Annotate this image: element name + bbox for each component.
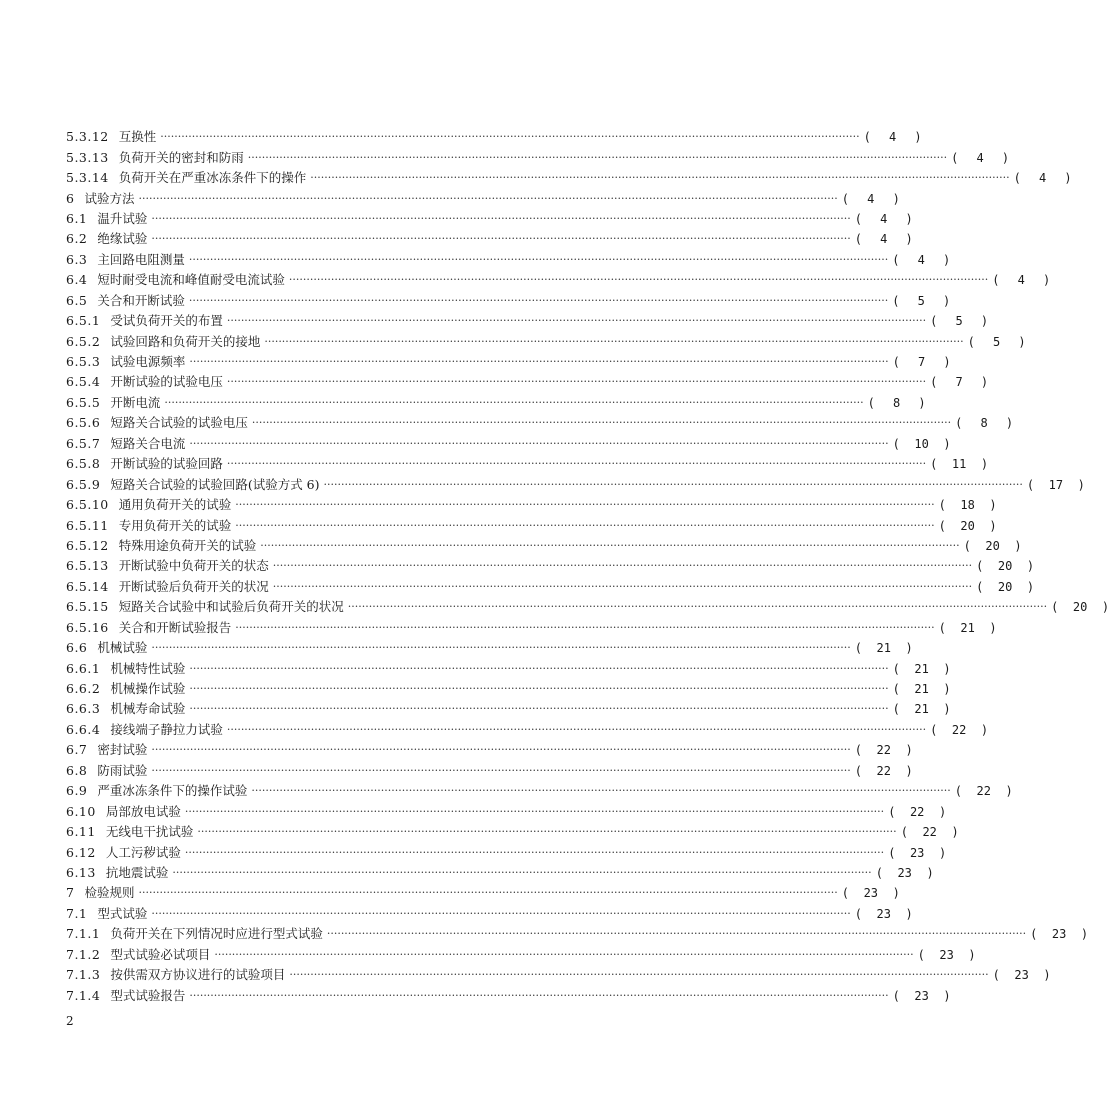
toc-entry-title: 开断试验后负荷开关的状况 <box>118 578 269 594</box>
toc-entry-page-number: 4 <box>1038 171 1047 186</box>
toc-entry-page-number: 20 <box>997 559 1013 574</box>
dot-leader: ········································································································································································································ <box>189 436 889 450</box>
dot-leader: ········································································································································································································ <box>189 702 889 716</box>
toc-entry <box>66 679 951 699</box>
dot-leader: ········································································································································································································ <box>160 130 860 144</box>
toc-entry-number: 6.6.2 <box>66 681 101 697</box>
toc-entry <box>66 270 1051 290</box>
toc-entry-page-number: 21 <box>914 702 929 717</box>
toc-entry-number: 6.1 <box>66 210 88 226</box>
toc-entry <box>66 331 1026 351</box>
toc-entry <box>66 965 1051 985</box>
toc-entry <box>66 761 913 781</box>
toc-entry-page-number: 20 <box>1072 600 1088 615</box>
toc-entry-title: 关合和开断试验报告 <box>118 619 232 635</box>
dot-leader: ········································································································································································································ <box>189 682 889 696</box>
toc-entry-page: ( 10 ) <box>893 434 951 454</box>
dot-leader: ········································································································································································································ <box>251 416 952 430</box>
toc-entry-title: 抗地震试验 <box>105 864 169 880</box>
dot-leader: ········································································································································································································ <box>189 661 889 675</box>
dot-leader: ········································································································································································································ <box>172 865 872 879</box>
toc-entry-page: ( 23 ) <box>888 843 946 863</box>
toc-entry-title: 温升试验 <box>97 210 148 226</box>
toc-entry-page: ( 7 ) <box>893 352 951 372</box>
toc-entry-number: 6.5.4 <box>66 374 101 390</box>
dot-leader: ········································································································································································································ <box>151 906 851 920</box>
toc-entry <box>66 842 947 862</box>
toc-entry-page-number: 10 <box>914 436 929 451</box>
toc-entry <box>66 188 900 208</box>
toc-entry-title: 密封试验 <box>97 742 148 758</box>
dot-leader: ········································································································································································································ <box>288 273 989 287</box>
toc-entry-number: 6.12 <box>66 844 96 860</box>
toc-entry <box>66 577 1035 597</box>
toc-entry-page-number: 21 <box>914 682 929 697</box>
toc-entry <box>66 454 989 474</box>
toc-entry-page: ( 17 ) <box>1027 475 1085 495</box>
toc-entry-number: 5.3.12 <box>66 129 109 145</box>
toc-entry-number: 7 <box>66 885 75 901</box>
toc-entry-title: 主回路电阻测量 <box>97 251 185 267</box>
toc-entry-number: 7.1.1 <box>66 926 101 942</box>
toc-entry-title: 负荷开关在严重冰冻条件下的操作 <box>118 170 307 186</box>
toc-entry-number: 6.5.16 <box>66 619 109 635</box>
toc-entry-page: ( 5 ) <box>930 311 988 331</box>
toc-entry-title: 互换性 <box>118 129 157 145</box>
toc-entry <box>66 638 913 658</box>
toc-entry <box>66 924 1089 944</box>
toc-entry-page: ( 20 ) <box>976 556 1034 576</box>
toc-entry-page-number: 5 <box>917 293 925 308</box>
toc-entry-page-number: 23 <box>1014 968 1029 983</box>
dot-leader: ········································································································································································································ <box>151 211 851 225</box>
toc-entry-page-number: 4 <box>976 150 984 165</box>
toc-entry-number: 6.5.8 <box>66 456 101 472</box>
toc-entry <box>66 495 997 515</box>
toc-entry-page-number: 5 <box>955 314 963 329</box>
toc-entry-page: ( 4 ) <box>892 250 950 270</box>
toc-entry-title: 机械试验 <box>97 640 148 656</box>
dot-leader: ········································································································································································································ <box>189 988 889 1002</box>
toc-entry <box>66 904 913 924</box>
toc-entry-page: ( 23 ) <box>918 945 976 965</box>
dot-leader: ········································································································································································································ <box>310 171 1010 185</box>
toc-entry-page-number: 22 <box>909 804 925 819</box>
toc-entry-page-number: 22 <box>876 763 891 778</box>
toc-entry-number: 7.1 <box>66 905 88 921</box>
toc-entry-page-number: 23 <box>863 886 879 901</box>
toc-entry-title: 关合和开断试验 <box>97 292 185 308</box>
toc-entry <box>66 618 997 638</box>
toc-entry <box>66 597 1109 617</box>
dot-leader: ········································································································································································································ <box>260 538 960 552</box>
toc-entry-page-number: 7 <box>955 375 963 390</box>
dot-leader: ········································································································································································································ <box>226 722 927 736</box>
toc-entry <box>66 147 1010 167</box>
toc-entry-title: 开断试验的试验回路 <box>110 456 223 472</box>
toc-entry-title: 型式试验 <box>97 905 148 921</box>
toc-entry-title: 专用负荷开关的试验 <box>118 517 232 533</box>
toc-entry-title: 机械操作试验 <box>110 681 186 697</box>
toc-entry-page: ( 4 ) <box>1014 168 1072 188</box>
toc-entry-number: 6.7 <box>66 742 88 758</box>
dot-leader: ········································································································································································································ <box>235 518 935 532</box>
toc-entry-page: ( 4 ) <box>855 209 913 229</box>
toc-entry-page: ( 4 ) <box>864 127 922 147</box>
toc-entry <box>66 434 951 454</box>
toc-entry-title: 负荷开关在下列情况时应进行型式试验 <box>110 926 323 942</box>
dot-leader: ········································································································································································································ <box>138 191 838 205</box>
toc-entry-title: 短时耐受电流和峰值耐受电流试验 <box>97 272 285 288</box>
toc-entry <box>66 209 913 229</box>
dot-leader: ········································································································································································································ <box>272 579 973 593</box>
toc-entry-number: 6.10 <box>66 803 96 819</box>
toc-entry-page: ( 21 ) <box>893 659 951 679</box>
toc-entry <box>66 352 951 372</box>
dot-leader: ········································································································································································································ <box>235 498 935 512</box>
toc-entry-page-number: 20 <box>960 518 975 533</box>
dot-leader: ········································································································································································································ <box>184 804 885 818</box>
toc-entry-page: ( 22 ) <box>855 761 913 781</box>
toc-entry-page-number: 5 <box>993 334 1001 349</box>
toc-entry-title: 短路关合试验中和试验后负荷开关的状况 <box>118 599 344 615</box>
toc-entry <box>66 536 1022 556</box>
dot-leader: ········································································································································································································ <box>235 620 935 634</box>
toc-entry-page: ( 22 ) <box>930 720 988 740</box>
toc-entry-page: ( 21 ) <box>893 679 951 699</box>
toc-entry-number: 6.8 <box>66 762 88 778</box>
toc-entry-page-number: 7 <box>918 355 926 370</box>
toc-entry <box>66 372 989 392</box>
toc-entry-title: 开断试验的试验电压 <box>110 374 223 390</box>
toc-entry <box>66 291 951 311</box>
toc-entry-page: ( 23 ) <box>842 883 900 903</box>
toc-entry-title: 负荷开关的密封和防雨 <box>118 149 244 165</box>
toc-entry-number: 6 <box>66 190 75 206</box>
toc-entry-page-number: 8 <box>980 416 988 431</box>
toc-entry-page: ( 22 ) <box>888 802 946 822</box>
toc-entry-page: ( 23 ) <box>893 986 951 1006</box>
toc-entry-page: ( 4 ) <box>951 148 1009 168</box>
toc-entry-page: ( 23 ) <box>855 904 913 924</box>
toc-entry-title: 试验回路和负荷开关的接地 <box>110 333 261 349</box>
toc-entry <box>66 720 989 740</box>
toc-entry-number: 6.5.10 <box>66 497 109 513</box>
toc-entry-number: 6.5.9 <box>66 476 101 492</box>
dot-leader: ········································································································································································································ <box>151 641 851 655</box>
dot-leader: ········································································································································································································ <box>251 784 951 798</box>
toc-entry-page: ( 23 ) <box>1030 924 1088 944</box>
toc-entry-title: 型式试验必试项目 <box>110 946 211 962</box>
toc-entry-title: 检验规则 <box>84 885 135 901</box>
toc-entry-page-number: 23 <box>939 947 954 962</box>
toc-entry-page: ( 4 ) <box>855 229 913 249</box>
toc-entry-page-number: 4 <box>917 252 925 267</box>
toc-entry-page: ( 18 ) <box>939 495 997 515</box>
toc-entry-page: ( 20 ) <box>976 577 1034 597</box>
toc-entry-number: 6.5.11 <box>66 517 109 533</box>
toc-entry-number: 6.4 <box>66 272 88 288</box>
toc-entry-title: 特殊用途负荷开关的试验 <box>118 537 257 553</box>
toc-entry-page-number: 4 <box>888 130 897 145</box>
toc-entry-number: 7.1.4 <box>66 987 101 1003</box>
toc-entry-page: ( 21 ) <box>893 699 951 719</box>
toc-entry-number: 6.3 <box>66 251 88 267</box>
toc-entry-page-number: 17 <box>1048 477 1064 492</box>
toc-entry-title: 试验电源频率 <box>110 354 186 370</box>
toc-entry <box>66 168 1072 188</box>
toc-entry <box>66 883 900 903</box>
toc-entry <box>66 822 959 842</box>
toc-entry-page: ( 21 ) <box>939 618 997 638</box>
toc-entry-title: 开断试验中负荷开关的状态 <box>118 558 269 574</box>
toc-entry <box>66 393 926 413</box>
toc-entry-page: ( 8 ) <box>955 413 1013 433</box>
toc-entry-page-number: 23 <box>914 988 929 1003</box>
toc-entry-page-number: 23 <box>1051 927 1067 942</box>
toc-entry <box>66 474 1085 494</box>
toc-entry <box>66 863 934 883</box>
toc-entry-page-number: 23 <box>876 906 891 921</box>
dot-leader: ········································································································································································································ <box>188 252 889 266</box>
toc-entry <box>66 515 997 535</box>
toc-entry-number: 6.5.3 <box>66 354 101 370</box>
toc-entry-number: 6.6 <box>66 640 88 656</box>
toc-entry-number: 6.13 <box>66 864 96 880</box>
toc-entry-page-number: 22 <box>951 722 967 737</box>
toc-entry-page-number: 4 <box>880 211 888 226</box>
toc-entry-number: 6.5.6 <box>66 415 101 431</box>
toc-entry-number: 6.5.12 <box>66 537 109 553</box>
dot-leader: ········································································································································································································ <box>197 825 897 839</box>
toc-entry-number: 6.5.14 <box>66 578 109 594</box>
dot-leader: ········································································································································································································ <box>151 763 851 777</box>
toc-entry <box>66 250 951 270</box>
toc-entry-page-number: 20 <box>985 538 1000 553</box>
toc-entry-title: 无线电干扰试验 <box>105 824 194 840</box>
dot-leader: ········································································································································································································ <box>247 150 948 164</box>
toc-entry-title: 受试负荷开关的布置 <box>110 313 223 329</box>
toc-entry <box>66 699 951 719</box>
toc-entry-title: 机械寿命试验 <box>110 701 186 717</box>
dot-leader: ········································································································································································································ <box>326 927 1027 941</box>
toc-entry-title: 短路关合试验的试验电压 <box>110 415 248 431</box>
page-number: 2 <box>66 1014 74 1028</box>
toc-entry-title: 防雨试验 <box>97 762 148 778</box>
dot-leader: ········································································································································································································ <box>188 293 889 307</box>
toc-entry-page: ( 23 ) <box>993 965 1051 985</box>
toc-entry <box>66 658 951 678</box>
toc-entry-page: ( 21 ) <box>855 638 913 658</box>
toc-entry <box>66 311 989 331</box>
toc-entry-page-number: 22 <box>976 784 991 799</box>
toc-entry <box>66 801 947 821</box>
toc-entry-page-number: 22 <box>922 825 937 840</box>
toc-entry-number: 6.5.2 <box>66 333 101 349</box>
toc-entry <box>66 127 922 147</box>
toc-entry <box>66 740 913 760</box>
toc-entry-number: 6.2 <box>66 231 88 247</box>
toc-entry-title: 型式试验报告 <box>110 987 186 1003</box>
toc-entry-page-number: 11 <box>951 457 967 472</box>
toc-entry-title: 开断电流 <box>110 394 161 410</box>
toc-entry-page: ( 22 ) <box>901 822 959 842</box>
toc-entry-number: 5.3.13 <box>66 149 109 165</box>
dot-leader: ········································································································································································································ <box>164 395 864 409</box>
dot-leader: ········································································································································································································ <box>264 334 964 348</box>
toc-entry-title: 通用负荷开关的试验 <box>118 497 232 513</box>
toc-entry-page: ( 5 ) <box>892 291 950 311</box>
toc-entry-number: 6.5.1 <box>66 313 101 329</box>
toc-entry <box>66 413 1014 433</box>
dot-leader: ········································································································································································································ <box>226 457 927 471</box>
toc-entry-page: ( 7 ) <box>930 372 988 392</box>
dot-leader: ········································································································································································································ <box>289 968 989 982</box>
toc-entry-page-number: 4 <box>867 191 875 206</box>
toc-entry-title: 人工污秽试验 <box>105 844 181 860</box>
toc-entry-page: ( 20 ) <box>964 536 1022 556</box>
toc-entry-number: 6.11 <box>66 824 96 840</box>
toc-entry-page-number: 4 <box>880 232 888 247</box>
toc-entry-page-number: 23 <box>897 865 912 880</box>
dot-leader: ········································································································································································································ <box>189 355 889 369</box>
toc-entry <box>66 781 1013 801</box>
toc-entry-number: 6.5.7 <box>66 435 101 451</box>
toc-entry-number: 6.5.13 <box>66 558 109 574</box>
toc-entry-page-number: 20 <box>997 579 1013 594</box>
toc-entry-page: ( 20 ) <box>1051 597 1109 617</box>
dot-leader: ········································································································································································································ <box>323 477 1023 491</box>
toc-entry-title: 接线端子静拉力试验 <box>110 721 223 737</box>
toc-entry-page-number: 22 <box>876 743 891 758</box>
toc-entry-page-number: 21 <box>876 641 891 656</box>
toc-entry-page: ( 22 ) <box>955 781 1013 801</box>
toc-entry-page-number: 21 <box>914 661 929 676</box>
toc-entry-page: ( 23 ) <box>876 863 934 883</box>
toc-entry-number: 6.6.4 <box>66 721 101 737</box>
table-of-contents <box>66 127 1109 1006</box>
toc-entry-number: 5.3.14 <box>66 170 109 186</box>
dot-leader: ········································································································································································································ <box>138 886 838 900</box>
toc-entry-page-number: 4 <box>1017 273 1025 288</box>
toc-entry <box>66 945 976 965</box>
toc-entry <box>66 985 951 1005</box>
toc-entry-title: 短路关合电流 <box>110 435 186 451</box>
toc-entry-number: 6.5 <box>66 292 88 308</box>
toc-entry-page: ( 20 ) <box>939 516 997 536</box>
toc-entry-number: 7.1.2 <box>66 946 101 962</box>
toc-entry-number: 6.5.5 <box>66 394 101 410</box>
toc-entry-page: ( 11 ) <box>930 454 988 474</box>
toc-entry-number: 6.6.1 <box>66 660 101 676</box>
toc-entry-title: 局部放电试验 <box>105 803 181 819</box>
toc-entry-page: ( 5 ) <box>968 332 1026 352</box>
toc-entry-title: 短路关合试验的试验回路(试验方式 6) <box>110 476 320 492</box>
toc-entry-page-number: 23 <box>909 845 925 860</box>
toc-entry-page: ( 4 ) <box>842 189 900 209</box>
toc-entry-number: 6.5.15 <box>66 599 109 615</box>
dot-leader: ········································································································································································································ <box>151 232 851 246</box>
dot-leader: ········································································································································································································ <box>347 600 1048 614</box>
toc-entry-page: ( 8 ) <box>868 393 926 413</box>
dot-leader: ········································································································································································································ <box>226 314 927 328</box>
toc-entry-page: ( 4 ) <box>992 270 1050 290</box>
toc-entry <box>66 556 1035 576</box>
toc-entry-title: 按供需双方协议进行的试验项目 <box>110 967 286 983</box>
dot-leader: ········································································································································································································ <box>184 845 885 859</box>
toc-entry-page: ( 22 ) <box>855 740 913 760</box>
toc-entry-title: 严重冰冻条件下的操作试验 <box>97 783 248 799</box>
dot-leader: ········································································································································································································ <box>272 559 973 573</box>
toc-entry-number: 7.1.3 <box>66 967 101 983</box>
dot-leader: ········································································································································································································ <box>214 947 914 961</box>
toc-entry-page-number: 21 <box>960 620 975 635</box>
dot-leader: ········································································································································································································ <box>226 375 927 389</box>
toc-entry <box>66 229 913 249</box>
toc-entry-page-number: 18 <box>960 498 975 513</box>
toc-entry-title: 机械特性试验 <box>110 660 186 676</box>
toc-entry-title: 绝缘试验 <box>97 231 148 247</box>
dot-leader: ········································································································································································································ <box>151 743 851 757</box>
toc-entry-number: 6.9 <box>66 783 88 799</box>
toc-entry-page-number: 8 <box>893 395 901 410</box>
toc-entry-number: 6.6.3 <box>66 701 101 717</box>
toc-entry-title: 试验方法 <box>84 190 135 206</box>
